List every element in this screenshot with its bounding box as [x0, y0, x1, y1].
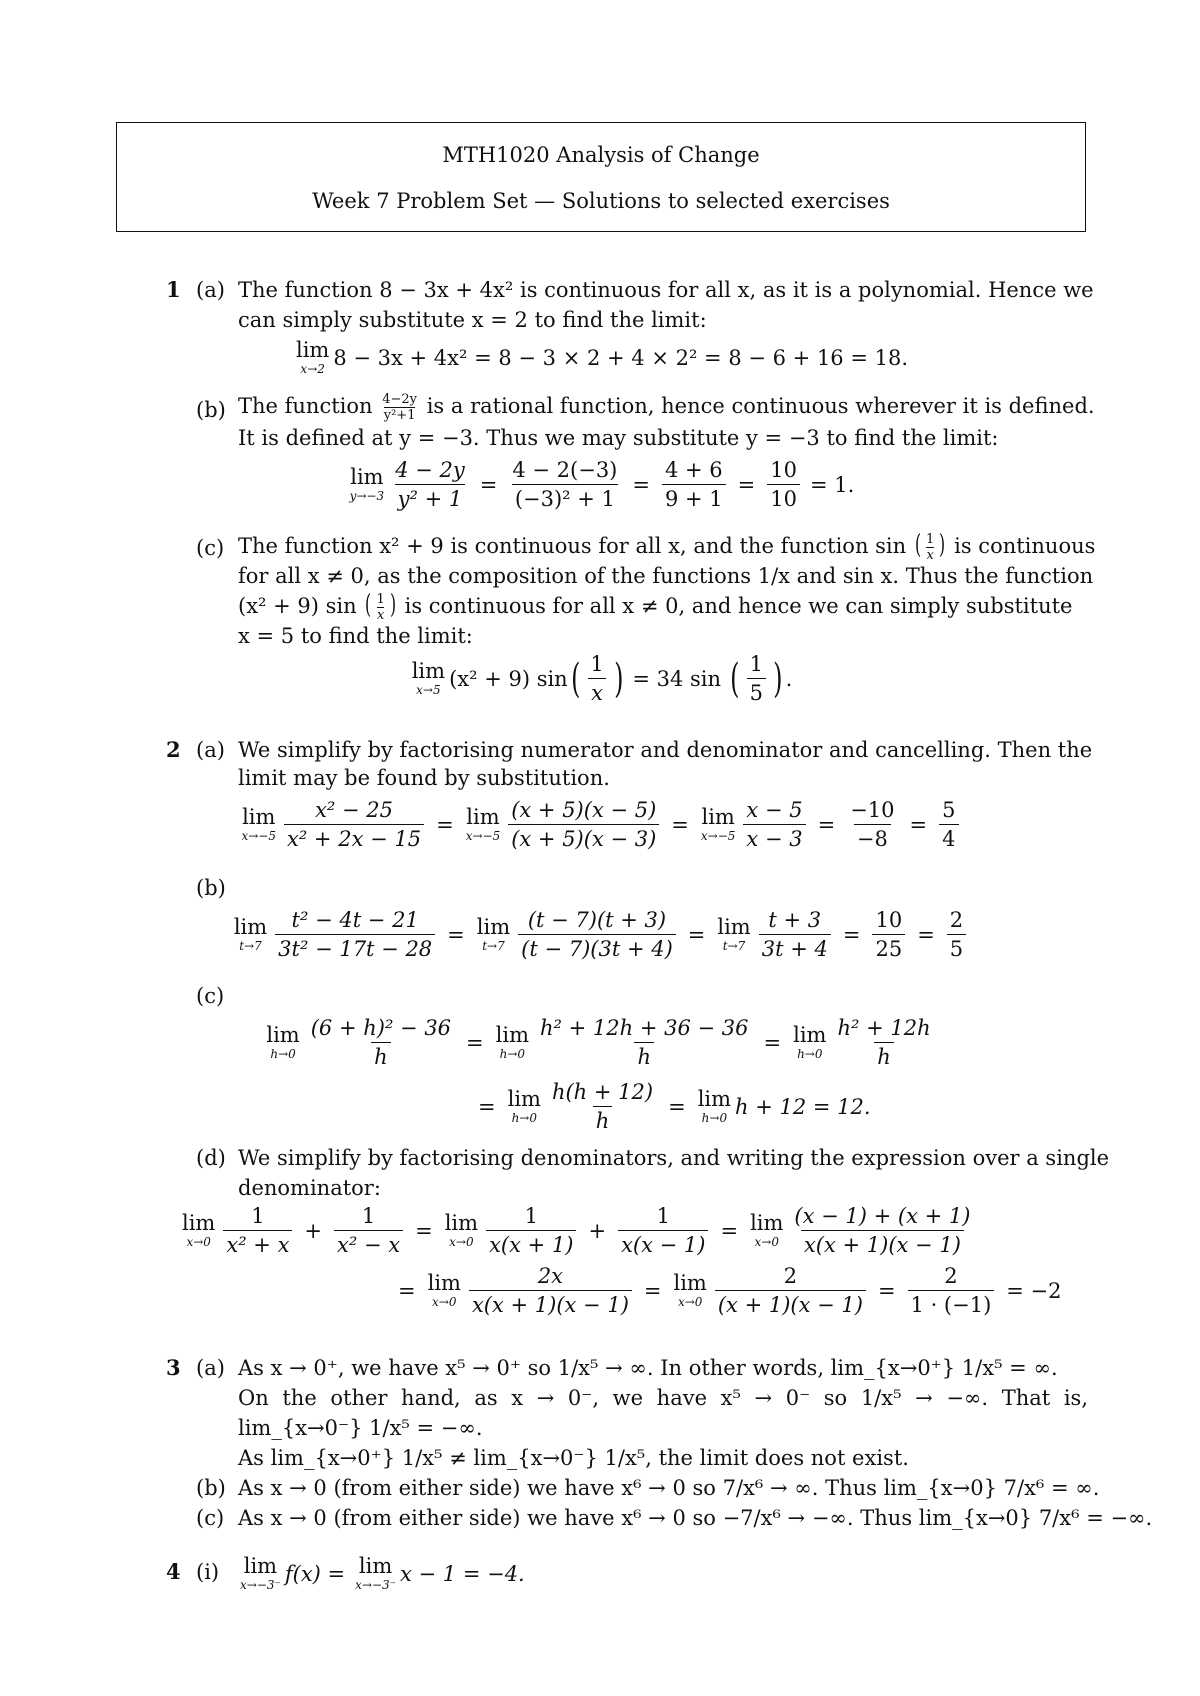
- q3a-line4: As lim_{x→0⁺} 1/x⁵ ≠ lim_{x→0⁻} 1/x⁵, the limit does not exist.: [238, 1446, 909, 1470]
- q1b-text-line2: It is defined at y = −3. Thus we may substitute y = −3 to find the limit:: [238, 426, 999, 450]
- part-label-3b: (b): [196, 1476, 226, 1500]
- q4i-equation: lim x→−3⁻ f(x) = lim x→−3⁻ x − 1 = −4.: [240, 1554, 525, 1592]
- q1c-text-line2: for all x ≠ 0, as the composition of the functions 1/x and sin x. Thus the function: [238, 564, 1094, 588]
- q1b-equation: lim y→−3 $\frac{4 - 2y}{\text{y² + 1}}$ = $\frac{4 - 2(-3)}{\text{(−3)² + 1}}$ = $\frac{4 + 6}{9 + 1}$ = $\frac{10}{10}$ = 1.: [349, 458, 855, 512]
- part-label-1c: (c): [196, 536, 225, 560]
- q3b-line: As x → 0 (from either side) we have x⁶ → 0 so 7/x⁶ → ∞. Thus lim_{x→0} 7/x⁶ = ∞.: [238, 1476, 1100, 1500]
- q1c-equation: lim x→5 (x² + 9) sin ( $\frac{1}{x}$ ) = 34 sin ( $\frac{1}{5}$ ) .: [411, 652, 793, 706]
- part-label-3a: (a): [196, 1356, 225, 1380]
- course-title: MTH1020 Analysis of Change: [442, 143, 760, 167]
- q2a-text-line2: limit may be found by substitution.: [238, 766, 610, 790]
- q2d-equation-line2: = lim x→0 $\frac{2x}{x(x + 1)(x - 1)}$ = lim x→0 $\frac{2}{(x + 1)(x - 1)}$ = $\frac{2}{1 \cdot (-1)}$ = −2: [398, 1264, 1062, 1318]
- part-label-2a: (a): [196, 738, 225, 762]
- q2c-equation-line1: lim h→0 $\frac{\text{(6 + h)² − 36}}{h}$ = lim h→0 $\frac{\text{h² + 12h + 36 − 36}}{h}$ = lim h→0 $\frac{\text{h² + 12h}}{h}$: [266, 1016, 931, 1070]
- part-label-1a: (a): [196, 278, 225, 302]
- part-label-3c: (c): [196, 1506, 225, 1530]
- part-label-2b: (b): [196, 876, 226, 900]
- q2d-equation-line1: lim x→0 $\frac{1}{\text{x² + x}}$ + $\frac{1}{\text{x² − x}}$ = lim x→0 $\frac{1}{x(x + 1)}$ + $\frac{1}{x(x - 1)}$ = lim x→0 $\frac{(x - 1) + (x + 1)}{x(x + 1)(x - 1)}$: [182, 1204, 971, 1258]
- question-number-1: 1: [166, 277, 181, 302]
- q2d-text-line1: We simplify by factorising denominators, and writing the expression over a single: [238, 1146, 1110, 1170]
- q2a-equation: lim x→−5 $\frac{\text{x² − 25}}{\text{x² + 2x − 15}}$ = lim x→−5 $\frac{(x + 5)(x - 5)}{(x + 5)(x - 3)}$ = lim x→−5 $\frac{x - 5}{x - 3}$ = $\frac{-10}{-8}$ = $\frac{5}{4}$: [0, 798, 1200, 851]
- q3c-line: As x → 0 (from either side) we have x⁶ → 0 so −7/x⁶ → −∞. Thus lim_{x→0} 7/x⁶ = −∞.: [238, 1506, 1153, 1530]
- q2d-text-line2: denominator:: [238, 1176, 381, 1200]
- question-number-4: 4: [166, 1559, 181, 1584]
- q1b-text-line1: The function $\frac{4-2y}{\text{y²+1}}$ is a rational function, hence continuous wherever it is defined.: [238, 391, 1095, 423]
- question-number-3: 3: [166, 1355, 181, 1380]
- q3a-line2: On the other hand, as x → 0⁻, we have x⁵ → 0⁻ so 1/x⁵ → −∞. That is,: [238, 1386, 1088, 1410]
- q1a-text-line2: can simply substitute x = 2 to find the limit:: [238, 308, 707, 332]
- part-label-4i: (i): [196, 1560, 220, 1584]
- q1c-text-line4: x = 5 to find the limit:: [238, 624, 473, 648]
- part-label-2c: (c): [196, 984, 225, 1008]
- q1c-text-line3: (x² + 9) sin ( $\frac{1}{x}$ ) is continuous for all x ≠ 0, and hence we can simply substitute: [238, 590, 1073, 623]
- question-number-2: 2: [166, 737, 181, 762]
- q1a-text-line1: The function 8 − 3x + 4x² is continuous for all x, as it is a polynomial. Hence we: [238, 278, 1094, 302]
- q1c-text-line1: The function x² + 9 is continuous for all x, and the function sin ( $\frac{1}{x}$ ) is continuous: [238, 530, 1096, 563]
- title-box: [116, 122, 1086, 232]
- q1a-equation: lim x→2 8 − 3x + 4x² = 8 − 3 × 2 + 4 × 2² = 8 − 6 + 16 = 18.: [295, 338, 909, 376]
- q3a-line1: As x → 0⁺, we have x⁵ → 0⁺ so 1/x⁵ → ∞. In other words, lim_{x→0⁺} 1/x⁵ = ∞.: [238, 1356, 1058, 1380]
- problem-set-subtitle: Week 7 Problem Set — Solutions to selected exercises: [312, 189, 890, 213]
- q2c-equation-line2: = lim h→0 $\frac{h(h + 12)}{h}$ = lim h→0 h + 12 = 12.: [478, 1080, 871, 1134]
- part-label-2d: (d): [196, 1146, 226, 1170]
- part-label-1b: (b): [196, 398, 226, 422]
- q3a-line3: lim_{x→0⁻} 1/x⁵ = −∞.: [238, 1416, 483, 1440]
- q2b-equation: lim t→7 $\frac{\text{t² − 4t − 21}}{\text{3t² − 17t − 28}}$ = lim t→7 $\frac{(t - 7)(t + 3)}{(t - 7)(3t + 4)}$ = lim t→7 $\frac{t + 3}{3t + 4}$ = $\frac{10}{25}$ = $\frac{2}{5}$: [0, 908, 1200, 961]
- q2a-text-line1: We simplify by factorising numerator and denominator and cancelling. Then the: [238, 738, 1093, 762]
